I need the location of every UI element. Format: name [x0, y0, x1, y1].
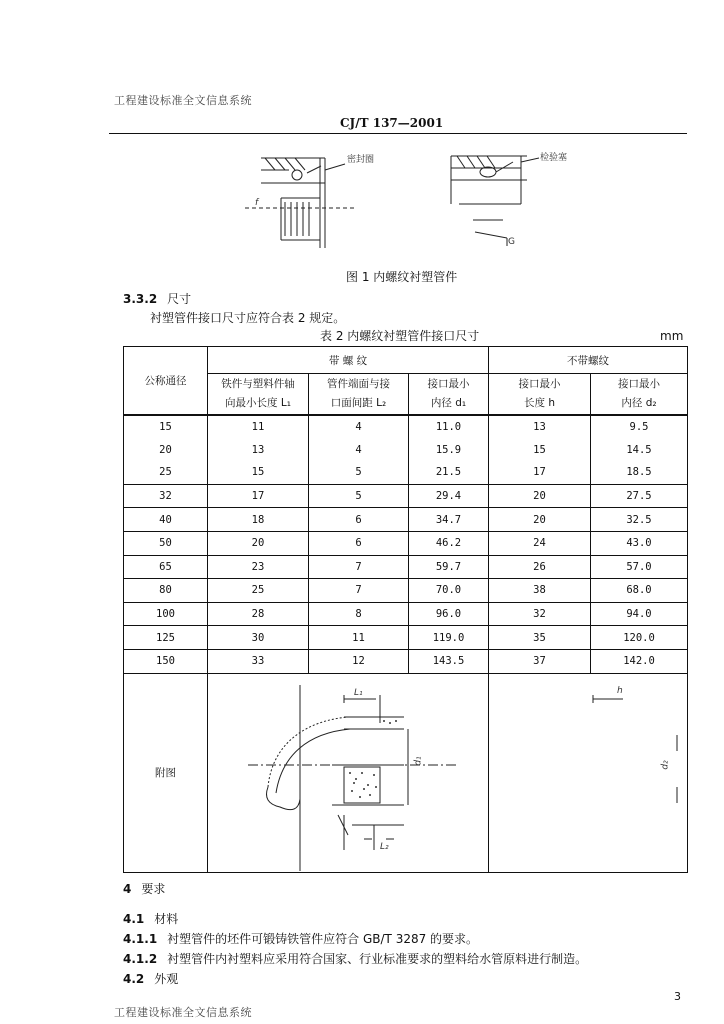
- label-d2: d₂: [660, 759, 671, 770]
- table-cell: 21.5: [409, 461, 489, 484]
- figure-1-drawing: [245, 148, 585, 256]
- header-group-threaded: 带 螺 纹: [208, 347, 489, 374]
- table-cell: 68.0: [591, 579, 688, 603]
- table-cell: 25: [124, 461, 208, 484]
- table-2-body: [124, 415, 688, 673]
- table-row: [124, 484, 688, 508]
- table-cell: 94.0: [591, 602, 688, 626]
- section-3-3-2-body: 衬塑管件接口尺寸应符合表 2 规定。: [150, 311, 346, 325]
- section-title: 材料: [154, 912, 179, 926]
- table-cell: 7: [309, 555, 409, 579]
- table-cell: 12: [309, 649, 409, 673]
- table-cell: 40: [124, 508, 208, 532]
- table-2-unit: mm: [660, 329, 684, 343]
- section-4-1-2: [123, 950, 587, 967]
- table-cell: 20: [124, 439, 208, 462]
- figure-1-mark-right: G: [508, 237, 515, 247]
- table-cell: 4: [309, 415, 409, 439]
- section-title: 要求: [141, 882, 166, 896]
- table-cell: 20: [208, 531, 309, 555]
- figure-1-label-plug: 检验塞: [540, 153, 568, 163]
- table-row: [124, 649, 688, 673]
- table-row: [124, 461, 688, 484]
- label-h: h: [617, 685, 623, 696]
- table-cell: 15: [208, 461, 309, 484]
- page-number: 3: [674, 990, 681, 1003]
- table-cell: 6: [309, 531, 409, 555]
- header-l1: 铁件与塑料件轴 向最小长度 L₁: [208, 374, 309, 416]
- table-row: [124, 626, 688, 650]
- table-cell: 142.0: [591, 649, 688, 673]
- table-cell: 100: [124, 602, 208, 626]
- table-cell: 25: [208, 579, 309, 603]
- table-cell: 59.7: [409, 555, 489, 579]
- section-number: 4.1.2: [123, 952, 158, 966]
- section-4-2-heading: [123, 970, 178, 987]
- table-cell: 20: [489, 508, 591, 532]
- table-cell: 38: [489, 579, 591, 603]
- table-cell: 6: [309, 508, 409, 532]
- header-group-unthreaded: 不带螺纹: [489, 347, 688, 374]
- table-cell: 34.7: [409, 508, 489, 532]
- section-number: 4: [123, 882, 132, 896]
- section-number: 4.1: [123, 912, 145, 926]
- threaded-fitting-drawing: [208, 675, 488, 871]
- table-cell: 143.5: [409, 649, 489, 673]
- table-cell: 27.5: [591, 484, 688, 508]
- table-cell: 15.9: [409, 439, 489, 462]
- table-cell: 15: [124, 415, 208, 439]
- figure-1-label-seal: 密封圈: [347, 155, 375, 165]
- table-cell: 11: [309, 626, 409, 650]
- table-2-caption: 表 2 内螺纹衬塑管件接口尺寸: [320, 329, 480, 343]
- header-rule: [109, 133, 687, 134]
- table-cell: 18: [208, 508, 309, 532]
- unthreaded-fitting-drawing: [489, 675, 687, 871]
- table-cell: 5: [309, 461, 409, 484]
- table-cell: 33: [208, 649, 309, 673]
- table-cell: 9.5: [591, 415, 688, 439]
- table-row: [124, 531, 688, 555]
- figure-1-mark-left: f: [255, 198, 259, 208]
- table-cell: 32: [489, 602, 591, 626]
- table-row: [124, 579, 688, 603]
- table-cell: 14.5: [591, 439, 688, 462]
- header-l2: 管件端面与接 口面间距 L₂: [309, 374, 409, 416]
- table-cell: 8: [309, 602, 409, 626]
- table-cell: 119.0: [409, 626, 489, 650]
- table-row: [124, 439, 688, 462]
- table-cell: 13: [208, 439, 309, 462]
- label-l1: L₁: [354, 687, 363, 698]
- section-text: 衬塑管件的坯件可锻铸铁管件应符合 GB/T 3287 的要求。: [167, 932, 479, 946]
- section-text: 衬塑管件内衬塑料应采用符合国家、行业标准要求的塑料给水管原料进行制造。: [167, 952, 588, 966]
- table-cell: 18.5: [591, 461, 688, 484]
- table-cell: 20: [489, 484, 591, 508]
- section-4-1-heading: [123, 910, 178, 927]
- table-row: [124, 508, 688, 532]
- header-h: 接口最小 长度 h: [489, 374, 591, 416]
- document-id: CJ/T 137—2001: [340, 116, 444, 130]
- table-cell: 57.0: [591, 555, 688, 579]
- section-number: 4.2: [123, 972, 145, 986]
- table-cell: 80: [124, 579, 208, 603]
- table-cell: 23: [208, 555, 309, 579]
- table-cell: 35: [489, 626, 591, 650]
- figure-1-left-fitting: [245, 158, 355, 248]
- table-cell: 26: [489, 555, 591, 579]
- table-cell: 65: [124, 555, 208, 579]
- section-title: 外观: [154, 972, 179, 986]
- header-nominal-diameter: 公称通径: [124, 347, 208, 416]
- table-cell: 11.0: [409, 415, 489, 439]
- table-cell: 15: [489, 439, 591, 462]
- table-cell: 120.0: [591, 626, 688, 650]
- table-row: [124, 602, 688, 626]
- table-cell: 30: [208, 626, 309, 650]
- figure-row-label: 附图: [124, 673, 208, 872]
- table-cell: 5: [309, 484, 409, 508]
- table-cell: 50: [124, 531, 208, 555]
- label-d1: d₁: [413, 755, 424, 766]
- section-4-1-1: [123, 930, 478, 947]
- section-3-3-2-heading: [123, 290, 191, 307]
- table-cell: 150: [124, 649, 208, 673]
- table-cell: 46.2: [409, 531, 489, 555]
- figure-unthreaded-cell: [489, 673, 688, 872]
- table-cell: 11: [208, 415, 309, 439]
- section-4-heading: [123, 880, 165, 897]
- table-cell: 17: [208, 484, 309, 508]
- table-cell: 7: [309, 579, 409, 603]
- label-l2: L₂: [380, 841, 389, 852]
- table-cell: 24: [489, 531, 591, 555]
- table-cell: 28: [208, 602, 309, 626]
- footer-source: 工程建设标准全文信息系统: [114, 1006, 252, 1019]
- section-number: 3.3.2: [123, 292, 158, 306]
- table-cell: 17: [489, 461, 591, 484]
- figure-1-right-fitting: [451, 156, 539, 246]
- table-row: [124, 415, 688, 439]
- table-2: [123, 346, 688, 873]
- table-cell: 4: [309, 439, 409, 462]
- section-title: 尺寸: [167, 292, 192, 306]
- header-d2: 接口最小 内径 d₂: [591, 374, 688, 416]
- table-cell: 96.0: [409, 602, 489, 626]
- section-number: 4.1.1: [123, 932, 158, 946]
- header-source: 工程建设标准全文信息系统: [114, 94, 252, 107]
- table-cell: 13: [489, 415, 591, 439]
- table-cell: 32: [124, 484, 208, 508]
- header-d1: 接口最小 内径 d₁: [409, 374, 489, 416]
- table-cell: 29.4: [409, 484, 489, 508]
- table-cell: 43.0: [591, 531, 688, 555]
- figure-threaded-cell: [208, 673, 489, 872]
- figure-1-caption: 图 1 内螺纹衬塑管件: [346, 270, 458, 284]
- table-row: [124, 555, 688, 579]
- table-cell: 125: [124, 626, 208, 650]
- table-cell: 70.0: [409, 579, 489, 603]
- table-cell: 32.5: [591, 508, 688, 532]
- table-cell: 37: [489, 649, 591, 673]
